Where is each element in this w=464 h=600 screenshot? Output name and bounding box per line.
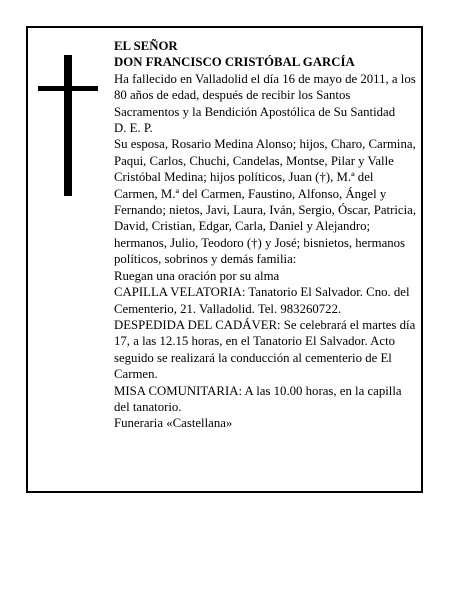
funeral-home-text: Funeraria «Castellana» (114, 416, 233, 431)
cross-icon (38, 55, 98, 196)
deceased-name: DON FRANCISCO CRISTÓBAL GARCÍA (114, 55, 355, 70)
title-line-1: EL SEÑOR (114, 39, 178, 53)
announcement-text: Ha fallecido en Valladolid el día 16 de mayo de 2011, a los 80 años de edad, después de recibir los Santos Sacramentos y la Bendición Apostólica de Su Santidad (114, 71, 416, 119)
prayer-text: Ruegan una oración por su alma (114, 268, 280, 283)
mass-text: MISA COMUNITARIA: A las 10.00 horas, en la capilla del tanatorio. (114, 383, 402, 414)
family-text: Su esposa, Rosario Medina Alonso; hijos, Charo, Carmina, Paqui, Carlos, Chuchi, Candelas, Montse, Pilar y Valle Cristóbal Medina; hijos políticos, Juan (†), M.ª del Carmen, M.ª del Carmen, Faustino, Alfonso, Ángel y Fernando; nietos, Javi, Laura, Iván, Sergio, Óscar, Patricia, David, Cristian, Edgar, Carla, Daniel y Alejandro; hermanos, Julio, Teodoro (†) y José; bisnietos, hermanos políticos, sobrinos y demás familia: (114, 137, 417, 267)
cross-vertical-bar (64, 55, 72, 196)
notice-body (114, 38, 418, 432)
cross-horizontal-bar (38, 86, 98, 91)
dep-text: D. E. P. (114, 121, 153, 136)
farewell-text: DESPEDIDA DEL CADÁVER: Se celebrará el martes día 17, a las 12.15 horas, en el Tanatorio El Salvador. Acto seguido se realizará la conducción al cementerio de El Carmen. (114, 317, 416, 382)
chapel-text: CAPILLA VELATORIA: Tanatorio El Salvador. Cno. del Cementerio, 21. Valladolid. Tel. 983260722. (114, 285, 410, 316)
